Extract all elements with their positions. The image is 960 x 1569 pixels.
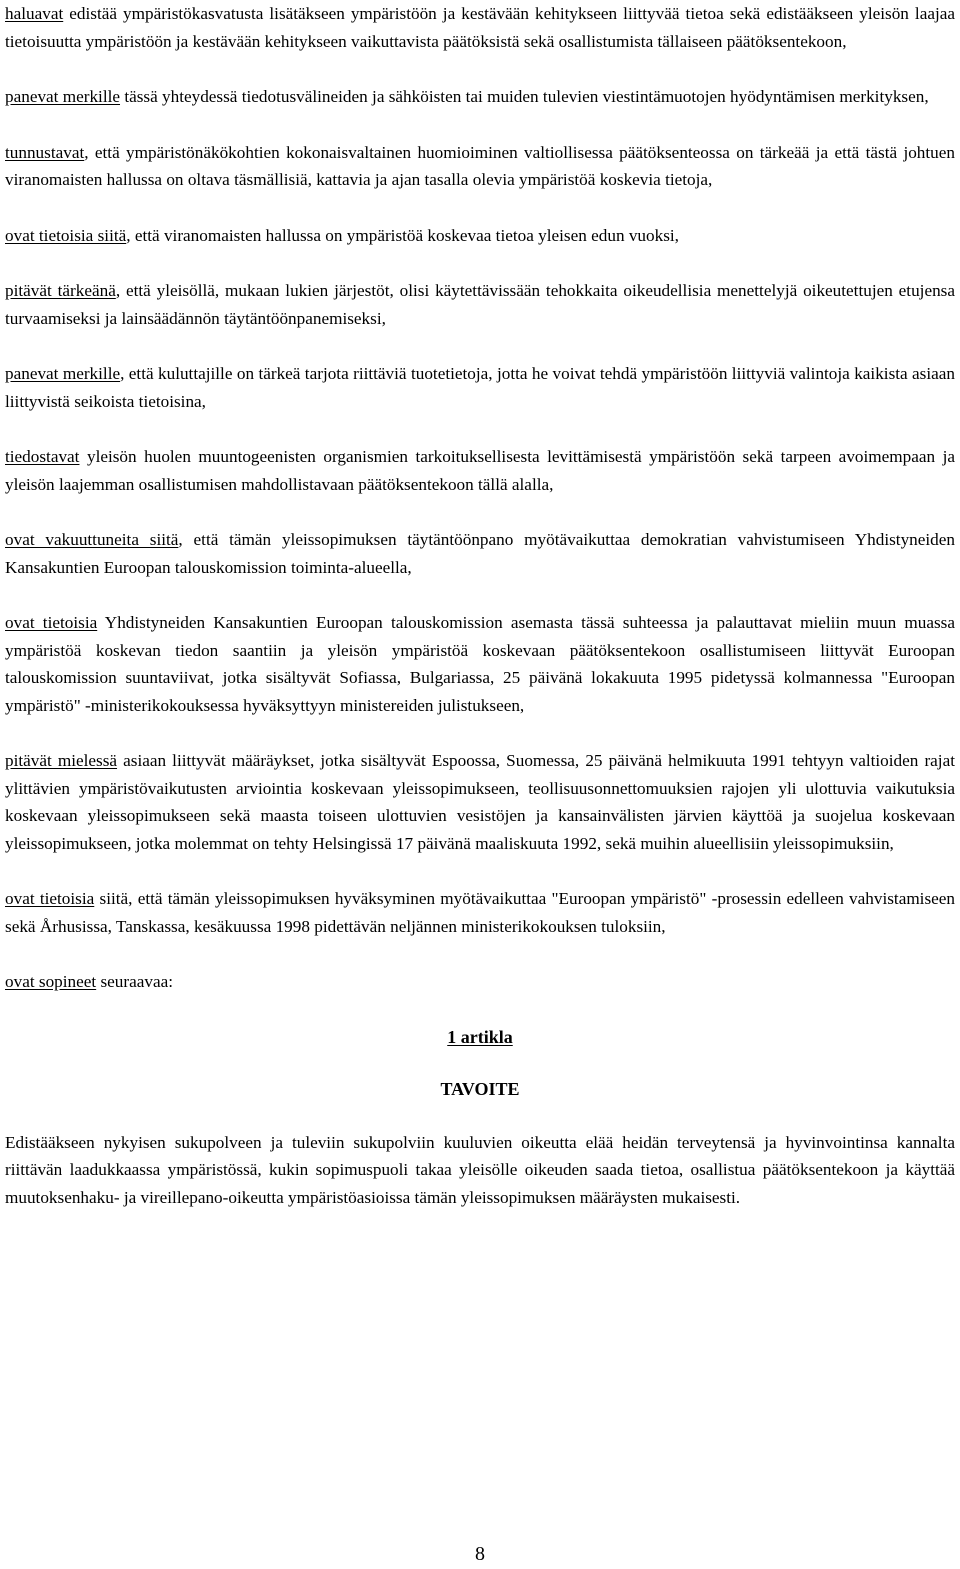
- preamble-paragraph: [5, 360, 955, 415]
- preamble-lead: ovat tietoisia: [5, 613, 98, 632]
- preamble-lead: tunnustavat: [5, 142, 85, 162]
- preamble-lead: ovat sopineet: [5, 972, 97, 991]
- preamble-text: yleisön huolen muuntogeenisten organismien tarkoituksellisesta levittämisestä ympäristöön sekä tarpeen avoimempaan ja yleisön laajemman osallistumisen mahdollistavaan päätöksentekoon tällä alalla,: [5, 447, 955, 494]
- preamble-lead: panevat merkille: [5, 87, 121, 106]
- page-number: 8: [475, 1543, 485, 1565]
- preamble-paragraph: [5, 83, 955, 111]
- preamble-lead: ovat tietoisia siitä: [5, 225, 127, 245]
- preamble-lead: ovat tietoisia: [5, 889, 95, 908]
- preamble-paragraph: [5, 0, 955, 55]
- preamble-text: , että yleisöllä, mukaan lukien järjestöt, olisi käytettävissään tehokkaita oikeudellisia menettelyjä oikeutettujen etujensa turvaamiseksi ja lainsäädännön täytäntöönpanemiseksi,: [5, 281, 955, 328]
- preamble-paragraph: [5, 222, 955, 250]
- preamble-lead: tiedostavat: [5, 447, 80, 466]
- article-number: 1 artikla: [447, 1026, 513, 1047]
- preamble-paragraph: [5, 747, 955, 857]
- preamble-lead: pitävät mielessä: [5, 751, 118, 770]
- preamble-paragraph: [5, 139, 955, 194]
- preamble-lead: panevat merkille: [5, 364, 121, 383]
- article-body: Edistääkseen nykyisen sukupolveen ja tuleviin sukupolviin kuuluvien oikeutta elää heidän terveytensä ja hyvinvointinsa kannalta riittävän laadukkaassa ympäristössä, kukin sopimuspuoli takaa yleisölle oikeuden saada tietoa, osallistua päätöksentekoon ja käyttää muutoksenhaku- ja vireillepano-oikeutta ympäristöasioissa tämän yleissopimuksen määräysten mukaisesti.: [5, 1132, 955, 1207]
- preamble-text: , että kuluttajille on tärkeä tarjota riittäviä tuotetietoja, jotta he voivat tehdä ympäristöön liittyviä valintoja kaikista asiaan liittyvistä seikoista tietoisina,: [5, 364, 955, 411]
- preamble-text: seuraavaa:: [96, 972, 173, 991]
- preamble-text: , että viranomaisten hallussa on ympäristöä koskevaa tietoa yleisen edun vuoksi,: [126, 225, 679, 245]
- preamble-paragraph: [5, 609, 955, 719]
- preamble-text: , että ympäristönäkökohtien kokonaisvaltainen huomioiminen valtiollisessa päätöksenteossa on tärkeää ja että tästä johtuen viranomaisten hallussa on oltava täsmällisiä, kattavia ja ajan tasalla olevia ympäristöä koskevia tietoja,: [5, 142, 955, 189]
- preamble-text: tässä yhteydessä tiedotusvälineiden ja sähköisten tai muiden tulevien viestintämuotojen hyödyntämisen merkityksen,: [120, 87, 929, 106]
- preamble-text: edistää ympäristökasvatusta lisätäkseen ympäristöön ja kestävään kehitykseen liittyvää tietoa sekä edistääkseen yleisön laajaa tietoisuutta ympäristöön ja kestävään kehitykseen vaikuttavista päätöksistä sekä osallistumista tällaiseen päätöksentekoon,: [5, 4, 955, 51]
- article-title: TAVOITE: [440, 1079, 520, 1099]
- document-page: [5, 0, 955, 1239]
- preamble-paragraph: [5, 526, 955, 581]
- preamble-lead: ovat vakuuttuneita siitä: [5, 530, 179, 549]
- preamble-lead: pitävät tärkeänä: [5, 281, 116, 300]
- preamble-paragraph: [5, 443, 955, 498]
- preamble-text: siitä, että tämän yleissopimuksen hyväksyminen myötävaikuttaa "Euroopan ympäristö" -prosessin edelleen vahvistamiseen sekä Århusissa, Tanskassa, kesäkuussa 1998 pidettävän neljännen ministerikokouksen tuloksiin,: [5, 889, 956, 936]
- preamble-paragraph: [5, 968, 955, 996]
- preamble-text: asiaan liittyvät määräykset, jotka sisältyvät Espoossa, Suomessa, 25 päivänä helmikuuta 1991 tehtyyn valtioiden rajat ylittävien ympäristövaikutusten arviointia koskevaan yleissopimukseen, teollisuusonnettomuuksien rajojen yli ulottuvia vaikutuksia koskevaan yleissopimukseen sekä maasta toiseen ulottuvien vesistöjen ja kansainvälisten järvien käyttöä ja suojelua koskevaan yleissopimukseen, jotka molemmat on tehty Helsingissä 17 päivänä maaliskuuta 1992, sekä muihin alueellisiin yleissopimuksiin,: [5, 751, 955, 853]
- preamble-text: Yhdistyneiden Kansakuntien Euroopan talouskomission asemasta tässä suhteessa ja palauttavat mieliin muun muassa ympäristöä koskevan tiedon saantiin ja yleisön ympäristöä koskevaan päätöksentekoon osallistumiseen liittyvät Euroopan talouskomission suuntaviivat, jotka sisältyvät Sofiassa, Bulgariassa, 25 päivänä lokakuuta 1995 pidetyssä kolmannessa "Euroopan ympäristö" -ministerikokouksessa hyväksyttyyn ministereiden julistukseen,: [5, 613, 955, 715]
- preamble-paragraph: [5, 277, 955, 332]
- preamble-text: , että tämän yleissopimuksen täytäntöönpano myötävaikuttaa demokratian vahvistumiseen Yhdistyneiden Kansakuntien Euroopan talouskomission toiminta-alueella,: [5, 530, 955, 577]
- preamble-lead: haluavat: [5, 4, 64, 23]
- preamble-paragraph: [5, 885, 955, 940]
